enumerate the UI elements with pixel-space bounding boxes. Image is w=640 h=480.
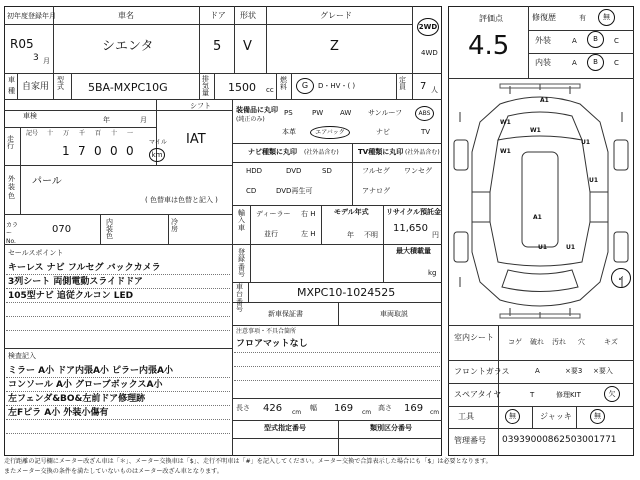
doors: 5 [213,39,222,54]
damage-mark: A1 [540,97,549,104]
grade-label: グレード [320,11,352,20]
cc-unit: cc [266,86,274,94]
jack-value: 無 [590,409,605,424]
navi-option: SD [322,167,332,175]
model-year-unit: 年 [347,231,354,239]
inspection-line: ミラー A小 ドア内張A小 ピラー内張A小 [8,366,174,376]
capacity: 7 [420,81,427,92]
reg-year: R05 [10,37,34,51]
tools-value: 無 [505,409,520,424]
chassis-number: MXPC10-1024525 [297,286,396,299]
equip-item: PS [284,109,293,117]
car-name-label: 車名 [118,11,134,20]
damage-mark: W1 [530,127,541,134]
odo-digit: 0 [126,144,134,158]
capacity-unit: 人 [431,86,438,94]
windshield-option: ×要3 [565,367,583,375]
equip-item: サンルーフ [368,109,403,117]
ext-selected: B [587,31,604,48]
odo-digit: 0 [94,144,102,158]
ext-opt-a: A [572,37,577,45]
tv-type-title: TV種類に丸印 [358,148,404,156]
damage-mark-circle: ↙ [611,268,631,288]
mgmt-number: 03939000862503001771 [502,435,617,445]
height: 169 [404,403,424,414]
seat-option: 破れ [530,338,544,346]
navi-option: DVD再生可 [276,187,313,195]
door-label: ドア [210,11,226,20]
odo-unit: km [149,148,165,162]
odo-digit: 0 [110,144,118,158]
rating-label: 評価点 [479,14,503,23]
inspection-label: 車検 [23,112,37,120]
vehicle-class-label: 車 [8,76,15,84]
odo-header: 千 [79,130,86,137]
ext-opt-c: C [614,37,619,45]
color: パール [32,176,62,187]
int-selected: B [587,54,604,71]
odo-header: 万 [63,130,70,137]
odo-digit: 7 [78,144,86,158]
mgmt-number-label: 管理番号 [454,436,486,445]
car-name: シエンタ [102,39,154,54]
navi-option: DVD [286,167,302,175]
shift: IAT [186,132,206,147]
sales-line: 105型ナビ 追従クルコン LED [8,291,134,301]
spare-selected: 欠 [604,386,620,402]
reg-year-label: 初年度登録年月 [7,12,56,20]
seat-option: コゲ [508,338,522,346]
exterior-label: 外装 [535,36,551,45]
fuel-label: 燃料 [280,76,287,91]
max-load-unit: kg [428,269,437,277]
car-damage-diagram [450,82,632,320]
displacement: 1500 [228,81,256,94]
width: 169 [334,403,354,414]
equip-item: TV [421,128,431,136]
repair-opt-yes: 有 [579,14,586,22]
rating-score: 4.5 [468,31,510,61]
shape-label: 形状 [240,11,256,20]
odo-header: 一 [127,130,134,137]
width-label: 幅 [310,404,317,412]
type-designation-label: 型式指定番号 [264,424,306,432]
equipment-subtitle: (純正のみ) [236,116,265,123]
vehicle-class-label-2: 種 [8,87,15,95]
jack-label: ジャッキ [540,412,572,421]
aircon-flag: 冷房 [171,218,178,233]
interior-seat-label: 室内シート [454,333,494,342]
recycle-amount: 11,650 [393,223,428,234]
sales-points-label: セールスポイント [8,249,64,257]
notes-label: 注意事項・不具合箇所 [236,328,297,335]
windshield-option: A [535,367,540,375]
tv-option: ワンセグ [404,167,432,175]
color-label: 外装色 [8,175,15,200]
navi-option: CD [246,187,257,195]
grade: Z [330,39,339,54]
seat-option: 汚れ [552,338,566,346]
model-year-unknown: 不明 [364,231,378,239]
equip-item: 本革 [282,128,296,136]
repair-selected: 無 [598,9,615,26]
month-unit: 月 [43,57,50,65]
tv-option: アナログ [362,187,390,195]
type-label: 型式 [57,76,64,91]
seat-option: 穴 [578,338,585,346]
damage-mark: W1 [500,148,511,155]
import-label: 輸入車 [238,209,245,232]
inspection-line: 左Fピラ A小 外装小傷有 [8,408,109,418]
seat-option: キズ [604,338,618,346]
inspection-month: 月 [140,116,147,124]
repair-history-label: 修復歴 [532,13,556,22]
displacement-label: 排気量 [202,75,209,97]
color-no: 070 [52,224,72,235]
note-line: フロアマットなし [236,339,308,349]
equip-item: PW [312,109,324,117]
spare-opt-kit: 修理KIT [556,391,581,399]
recycle-label: リサイクル預託金 [386,208,442,216]
odo-digit: 1 [62,144,70,158]
color-no-label: カラーNo. [6,222,19,245]
owners-manual: 車両取説 [380,310,408,318]
handle-right: 右 H [301,210,316,218]
equipment-title: 装備品に丸印 [236,106,278,114]
damage-mark: A1 [533,214,542,221]
spare-tire-label: スペアタイヤ [454,390,502,399]
int-opt-a: A [572,59,577,67]
shape: V [243,39,252,54]
footer-line-1: 走行距離の記号欄にメーター改ざん車は「＊」、メーター交換車は「$」、走行不明車は「#」を記入してください。メーター交換で合算表示した場合にも「$」は必要となります。 [4,458,492,465]
odo-label: 走行 [7,135,14,150]
length-unit: cm [292,409,302,416]
recycle-unit: 円 [432,231,439,239]
height-label: 高さ [378,404,392,412]
sales-line: 3列シート 両側電動スライドドア [8,277,143,287]
fuel-options: D・HV・( ) [318,82,356,90]
odo-header: 記号 [26,130,39,137]
spare-opt-t: T [530,391,535,399]
equip-abs: ABS [415,106,434,121]
drive-4wd: 4WD [421,49,438,57]
inspection-line: コンソール A小 グローブボックスA小 [8,380,163,390]
new-car-warranty: 新車保証書 [268,310,303,318]
drive-2wd: 2WD [417,18,439,36]
windshield-option: ×要入 [593,367,613,375]
chassis-label: 車台番号 [236,283,243,314]
damage-mark: U1 [538,244,548,251]
odo-header: 十 [111,130,118,137]
navi-type-subtitle: (社外品含む) [304,149,339,156]
damage-mark: W1 [500,119,511,126]
reg-number-label: 登録番号 [238,248,245,279]
odo-header: 十 [47,130,54,137]
model-year-label: モデル年式 [334,208,369,216]
import-dealer: ディーラー [256,210,291,218]
navi-option: HDD [246,167,263,175]
equip-airbag: エアバック [310,126,350,139]
interior-label: 内装 [535,58,551,67]
equip-item: AW [340,109,352,117]
interior-color-label: 内装色 [106,218,113,240]
odo-unit-label: マイル [149,139,167,146]
tv-type-subtitle: (社外品含む) [405,149,440,156]
capacity-label: 定員 [399,76,406,91]
footer-line-2: またメーター交換の条件を満たしていないものはメーター改ざん車となります。 [4,468,223,475]
odo-header: 百 [95,130,102,137]
int-opt-c: C [614,59,619,67]
navi-type-title: ナビ種類に丸印 [248,148,297,156]
import-parallel: 並行 [264,230,278,238]
tv-option: フルセグ [362,167,390,175]
fuel-selected: G [296,78,314,94]
reg-month: 3 [33,53,39,63]
equip-item: ナビ [376,128,390,136]
color-note: ( 色替車は色替と記入 ) [145,196,218,204]
length-label: 長さ [236,404,250,412]
damage-mark: U1 [589,177,599,184]
sales-line: キーレス ナビ フルセグ バックカメラ [8,263,161,273]
damage-mark: U1 [581,139,591,146]
handle-left: 左 H [301,230,316,238]
width-unit: cm [362,409,372,416]
damage-mark: U1 [566,244,576,251]
inspection-year: 年 [103,116,110,124]
class-number-label: 類別区分番号 [370,424,412,432]
max-load-label: 最大積載量 [396,247,431,255]
type-code: 5BA-MXPC10G [88,81,168,94]
windshield-label: フロントガラス [454,367,510,376]
height-unit: cm [430,409,440,416]
shift-label: シフト [190,102,211,110]
tools-label: 工具 [458,412,474,421]
inspection-line: 左フェンダ&BO&左前ドア修理跡 [8,394,146,404]
length: 426 [263,403,283,414]
inspection-notes-label: 検査記入 [8,352,36,360]
use: 自家用 [22,82,50,92]
